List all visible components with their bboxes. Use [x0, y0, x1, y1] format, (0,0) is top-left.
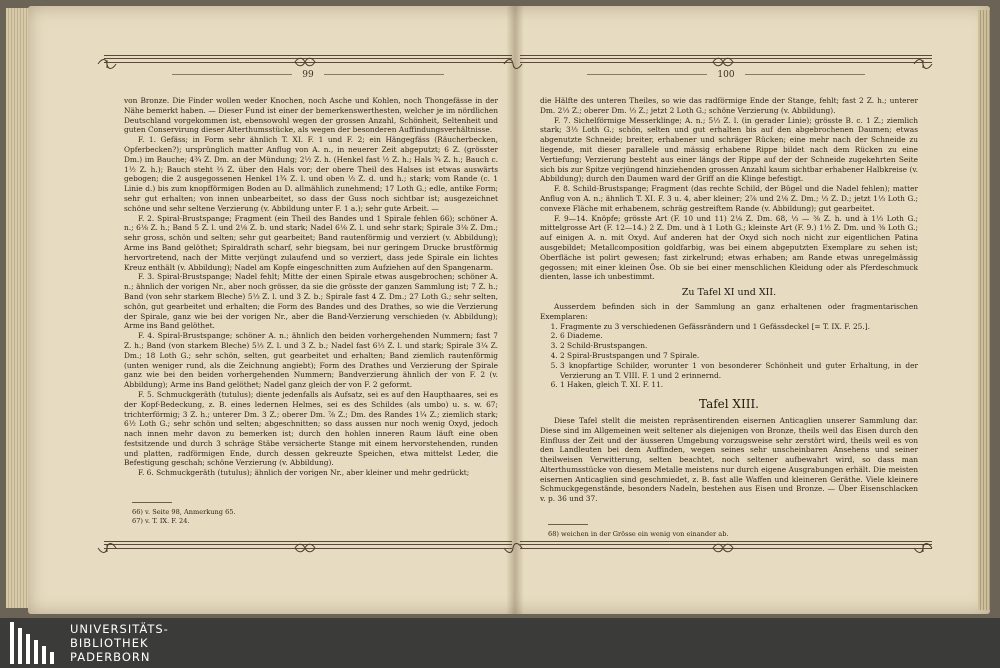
footnotes-right	[548, 530, 918, 539]
book-page-edges-right	[978, 10, 990, 610]
center-ornament-icon	[294, 540, 316, 554]
paragraph: von Bronze. Die Finder wollen weder Knochen, noch Asche und Kohlen, noch Thongefässe in der Nähe bemerkt haben. — Dieser Fund ist einer der bemerkenswerthesten, welcher je im nördlichen Deutschland vorgekommen ist, ebensowohl wegen der grossen Anzahl, Schönheit, Seltenheit und guten Conservirung dieser Alterthumsstücke, als wegen der besonderen Auffindungsverhältnisse.	[124, 96, 498, 135]
right-page-text	[540, 96, 918, 504]
paragraph: F. 7. Sichelförmige Messerklinge; A. n.; 5⅓ Z. l. (in gerader Linie); grösste B. c. 1 Z.; ziemlich stark; 3⅓ Loth G.; schön, selten und gut erhalten bis auf den abgebrochenen Daumen; etwas abgenutzte Schneide; breiter, erhabener und schräger Rücken; eine mehr nach der Schneide zu liegende, mit dieser parallele und mässig erhabene Rippe bildet nach dem Rücken zu eine Vertiefung; Verzierung besteht aus einer längs der Rippe auf der der Schneide zugekehrten Seite sich bis zur Spitze verjüngend hinziehenden grossen Anzahl kaum sichtbar erhabener Halbkreise (v. Abbildung); durch den Daumen ward der Griff an die Klinge befestigt.	[540, 115, 918, 184]
left-page	[104, 52, 512, 596]
item-list	[540, 322, 918, 391]
center-ornament-icon	[712, 540, 734, 554]
gutter-ornament-icon	[502, 540, 524, 554]
list-item: 2. 6 Diademe.	[560, 331, 918, 341]
section-heading: Tafel XIII.	[699, 397, 759, 412]
paragraph: F. 2. Spiral-Brustspange; Fragment (ein Theil des Bandes und 1 Spirale fehlen 66); schöner A. n.; 6⅛ Z. h.; Band 5 Z. l. und 2⅛ Z. b. und stark; Nadel 6⅛ Z. l. und sehr stark; Spirale 3⅛ Z. Dm.; sehr gross, schön und selten; sehr gut gearbeitet; Band rautenförmig und verziert (v. Abbildung); Arme ins Band gelöthet; Spiraldrath scharf, sehr biegsam, bei nur geringem Drucke brustförmig hervortretend, nach der Mitte verjüngt zulaufend und so verziert, dass jede Spirale ein lichtes Kreuz enthält (v. Abbildung); Nadel am Kopfe eingeschnitten zum Aufziehen auf den Spangenarm.	[124, 213, 498, 272]
logo-line: BIBLIOTHEK	[70, 636, 149, 650]
paragraph: F. 3. Spiral-Brustspange; Nadel fehlt; Mitte der einen Spirale etwas ausgebrochen; schöner A. n.; ähnlich der vorigen Nr., aber noch grösser, da sie die grösste der ganzen Sammlung ist; 7 Z. h.; Band (von sehr starkem Bleche) 5⅓ Z. l. und 3 Z. b.; Spirale fast 4 Z. Dm.; 27 Loth G.; sehr selten, schön, gut gearbeitet und erhalten; die Form des Bandes und des Drathes, so wie die Verzierung der Spirale, ganz wie bei der vorigen Nr., aber die Band-Verzierung verschieden (v. Abbildung); Arme ins Band gelöthet.	[124, 272, 498, 331]
library-footer-bar	[0, 618, 1000, 668]
logo-line: PADERBORN	[70, 650, 151, 664]
list-item: 5. 3 knopfartige Schilder, worunter 1 von besonderer Schönheit und guter Erhaltung, in der Verzierung an T. VIII. F. 1 und 2 erinnernd.	[560, 361, 918, 381]
paragraph: F. 9—14. Knöpfe; grösste Art (F. 10 und 11) 2⅛ Z. Dm. 68, ⅓ — ⅜ Z. h. und à 1⅓ Loth G.; mittelgrosse Art (F. 12—14.) 2 Z. Dm. und à 1 Loth G.; kleinste Art (F. 9.) 1⅓ Z. Dm. und ⅜ Loth G.; auf einigen A. n. mit Oxyd. Auf anderen hat der Oxyd sich noch nicht zur eigentlichen Patina ausgebildet; Metallcomposition goldfarbig, was bei einem abgeputzten Exemplare zu sehen ist; Oberfläche ist polirt gewesen; fast zirkelrund; etwas erhaben; am Rande etwas unregelmässig gegossen; mit einer kleinen Öse. Ob sie bei einer menschlichen Kleidung oder als Pferdeschmuck dienten, lasse ich unbestimmt.	[540, 213, 918, 282]
footnotes-left	[132, 508, 498, 525]
footnote: 66) v. Seite 98, Anmerkung 65.	[132, 508, 236, 516]
list-item: 1. Fragmente zu 3 verschiedenen Gefässrändern und 1 Gefässdeckel [= T. IX. F. 25.].	[560, 322, 918, 332]
paragraph: Diese Tafel stellt die meisten repräsentirenden eisernen Anticaglien unserer Sammlung dar. Diese sind im Allgemeinen weit seltener als diejenigen von Bronze, theils weil das Eisen durch den Einfluss der Zeit und der äusseren Umgebung vorzugsweise sehr zerstört wird, theils weil es von den Landleuten bei dem Auffinden, wegen seines sehr unscheinbaren Ansehens und seiner theilweisen Verwitterung, selten beachtet, noch seltener aufbewahrt wird, so dass man Alterthumsstücke von diesem Metalle meistens nur durch eigene Ausgrabungen erhält. Die meisten eisernen Anticaglien sind geschmiedet, z. B. fast alle Waffen und kleineren Geräthe. Viele kleinere Schmuckgegenstände, besonders Nadeln, bestehen aus Eisen und Bronze. — Über Eisenschlacken v. p. 36 und 37.	[540, 415, 918, 504]
center-ornament-icon	[712, 54, 734, 68]
paragraph: F. 1. Gefäss; in Form sehr ähnlich T. XI. F. 1 und F. 2; ein Hängegfäss (Räucherbecken, Opferbecken?); ursprünglich matter Anflug von A. n., in neuerer Zeit abgeputzt; 6 Z. (grösster Dm.) im Bauche; 4¾ Z. Dm. an der Mündung; 2½ Z. h. (Henkel fast ½ Z. h.; Hals ¾ Z. h.; Bauch c. 1½ Z. h.); Bauch steht ⅔ Z. über den Hals vor; der obere Theil des Halses ist etwas auswärts gebogen; die 2 ausgegossenen Henkel 1¾ Z. l. und oben ⅓ Z. d. und h.; stark; vom Rande (c. 1 Linie d.) bis zum knopfförmigen Boden au D. allmählich zunehmend; 17 Loth G.; edle, antike Form; sehr gut erhalten; von innen unbearbeitet, so dass der Guss noch sichtbar ist; ausgezeichnet schöne und sehr seltene Verzierung (v. Abbildung unter F. 1 a.); sehr gute Arbeit. —	[124, 135, 498, 213]
gutter-ornament-icon	[502, 56, 524, 70]
corner-ornament-icon	[912, 56, 934, 70]
corner-ornament-icon	[96, 56, 118, 70]
page-number-right: 100	[520, 70, 932, 80]
left-page-text	[124, 96, 498, 478]
footnote-rule	[132, 502, 172, 503]
section-intro: Ausserdem befinden sich in der Sammlung an ganz erhaltenen oder fragmentarischen Exemplaren:	[540, 301, 918, 321]
page-number-left: 99	[104, 70, 512, 80]
right-page	[520, 52, 932, 596]
list-item: 6. 1 Haken, gleich T. XI. F. 11.	[560, 380, 918, 390]
paragraph: F. 6. Schmuckgeräth (tutulus); ähnlich der vorigen Nr., aber kleiner und mehr gedrückt;	[138, 468, 470, 478]
library-logo-text	[70, 622, 169, 664]
footnote: 67) v. T. IX. F. 24.	[132, 516, 190, 525]
footnote-rule	[548, 524, 588, 525]
library-logo-icon	[10, 622, 62, 664]
logo-line: UNIVERSITÄTS-	[70, 622, 169, 636]
center-ornament-icon	[294, 54, 316, 68]
footnote: 68) weichen in der Grösse ein wenig von einander ab.	[548, 530, 729, 538]
paragraph: F. 4. Spiral-Brustspange; schöner A. n.; ähnlich den beiden vorhergehenden Nummern; fast 7 Z. h.; Band (von starkem Bleche) 5⅓ Z. l. und 3 Z. b.; Nadel fast 6⅓ Z. l. und stark; Spirale 3¼ Z. Dm.; 18 Loth G.; sehr schön, selten, gut gearbeitet und erhalten; Band ziemlich rautenförmig (unten weniger rund, als die Zeichnung angiebt); Form des Drathes und Verzierung der Spirale ganz wie bei den beiden vorhergehenden Nummern; Bandverzierung ähnlich der von F. 2 (v. Abbildung); Arme ins Band gelöthet; Nadel ganz gleich der von F. 2 geformt.	[124, 331, 498, 390]
paragraph: F. 8. Schild-Brustspange; Fragment (das rechte Schild, der Bügel und die Nadel fehlen); matter Anflug von A. n.; ähnlich T. XI. F. 3 u. 4, aber kleiner; 2⅞ und 2⅛ Z. Dm.; ⅓ Z. D.; jetzt 1⅓ Loth G.; convexe Fläche mit erhabenem, schräg gestreiftem Rande (v. Abbildung); gut gearbeitet.	[540, 184, 918, 213]
corner-ornament-icon	[96, 540, 118, 554]
section-heading: Zu Tafel XI und XII.	[681, 287, 777, 299]
list-item: 4. 2 Spiral-Brustspangen und 7 Spirale.	[560, 351, 918, 361]
corner-ornament-icon	[912, 540, 934, 554]
paragraph: die Hälfte des unteren Theiles, so wie das radförmige Ende der Stange, fehlt; fast 2 Z. h.; unterer Dm. 2⅓ Z.; oberer Dm. ⅓ Z.; jetzt 2 Loth G.; schöne Verzierung (v. Abbildung).	[540, 96, 918, 115]
paragraph: F. 5. Schmuckgeräth (tutulus); diente jedenfalls als Aufsatz, sei es auf den Haupthaares, sei es der Kopf-Bedeckung, z. B. eines ledernen Helmes, sei es des Schildes (als umbo) u. s. w. 67; trichterförmig; 3 Z. h.; unterer Dm. 3 Z.; oberer Dm. ⅞ Z.; Dm. des Randes 1¼ Z.; ziemlich stark; 6½ Loth G.; sehr schön und selten; abgeschnitten; so dass aussen nur noch wenig Oxyd, jedoch nach innen mehr davon zu bemerken ist; durch den hohlen inneren Raum läuft eine oben festsitzende und durch 3 schräge Stäbe versicherte Stange mit einem hervorstehenden, runden und platten, radförmigen Ende, durch dessen gekreuzte Speichen, etwa mittelst Leder, die Befestigung geschah; schöne Verzierung (v. Abbildung).	[124, 389, 498, 468]
list-item: 3. 2 Schild-Brustspangen.	[560, 341, 918, 351]
